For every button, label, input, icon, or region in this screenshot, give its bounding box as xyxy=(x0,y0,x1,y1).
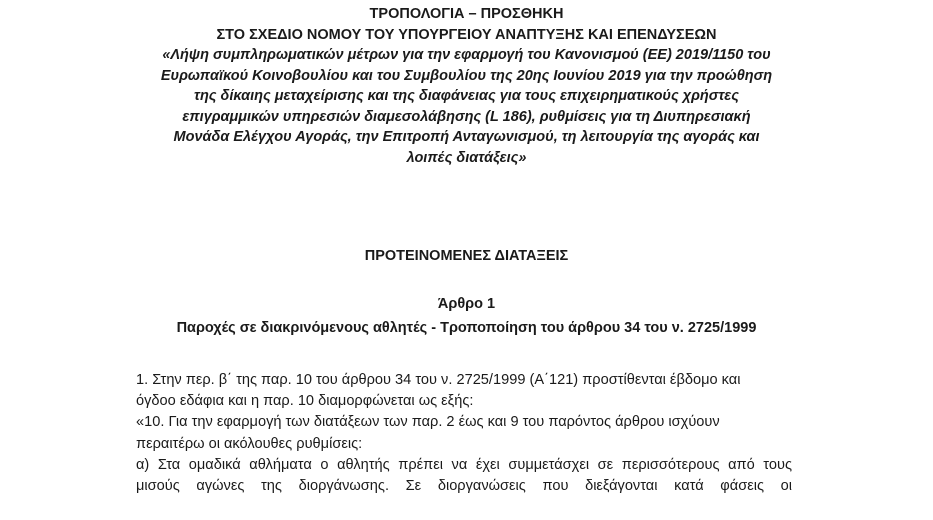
section-heading: ΠΡΟΤΕΙΝΟΜΕΝΕΣ ΔΙΑΤΑΞΕΙΣ xyxy=(364,248,569,264)
bill-title-line: «Λήψη συμπληρωματικών μέτρων για την εφαρμογή του Κανονισμού (ΕΕ) 2019/1150 του xyxy=(162,47,771,63)
amendment-title: ΤΡΟΠΟΛΟΓΙΑ – ΠΡΟΣΘΗΚΗ xyxy=(369,6,564,22)
bill-title-line: επιγραμμικών υπηρεσιών διαμεσολάβησης (L 186), ρυθμίσεις για τη Διυπηρεσιακή xyxy=(182,108,751,125)
bill-title-line: λοιπές διατάξεις» xyxy=(406,149,527,166)
article-body xyxy=(136,370,792,497)
document-header xyxy=(0,4,933,168)
body-line: «10. Για την εφαρμογή των διατάξεων των παρ. 2 έως και 9 του παρόντος άρθρου ισχύουν xyxy=(136,414,720,431)
body-line: περαιτέρω οι ακόλουθες ρυθμίσεις: xyxy=(136,435,363,452)
body-line: 1. Στην περ. β΄ της παρ. 10 του άρθρου 34 του ν. 2725/1999 (Α΄121) προστίθενται έβδομο και xyxy=(136,372,741,388)
bill-title-line: Μονάδα Ελέγχου Αγοράς, την Επιτροπή Ανταγωνισμού, τη λειτουργία της αγοράς και xyxy=(173,129,760,145)
article-number: Άρθρο 1 xyxy=(437,296,496,312)
amendment-subtitle: ΣΤΟ ΣΧΕΔΙΟ ΝΟΜΟΥ ΤΟΥ ΥΠΟΥΡΓΕΙΟΥ ΑΝΑΠΤΥΞΗΣ ΚΑΙ ΕΠΕΝΔΥΣΕΩΝ xyxy=(216,26,717,43)
body-line: όγδοο εδάφια και η παρ. 10 διαμορφώνεται ως εξής: xyxy=(136,393,474,410)
body-line: μισούς αγώνες της διοργάνωσης. Σε διοργανώσεις που διεξάγονται κατά φάσεις οι xyxy=(136,478,792,495)
article-title: Παροχές σε διακρινόμενους αθλητές - Τροποποίηση του άρθρου 34 του ν. 2725/1999 xyxy=(176,320,757,336)
bill-title-line: Ευρωπαϊκού Κοινοβουλίου και του Συμβουλίου της 20ης Ιουνίου 2019 για την προώθηση xyxy=(160,67,773,84)
bill-title-line: της δίκαιης μεταχείρισης και της διαφάνειας για τους επιχειρηματικούς χρήστες xyxy=(194,88,739,104)
body-line: α) Στα ομαδικά αθλήματα ο αθλητής πρέπει να έχει συμμετάσχει σε περισσότερους από τους xyxy=(136,456,792,473)
